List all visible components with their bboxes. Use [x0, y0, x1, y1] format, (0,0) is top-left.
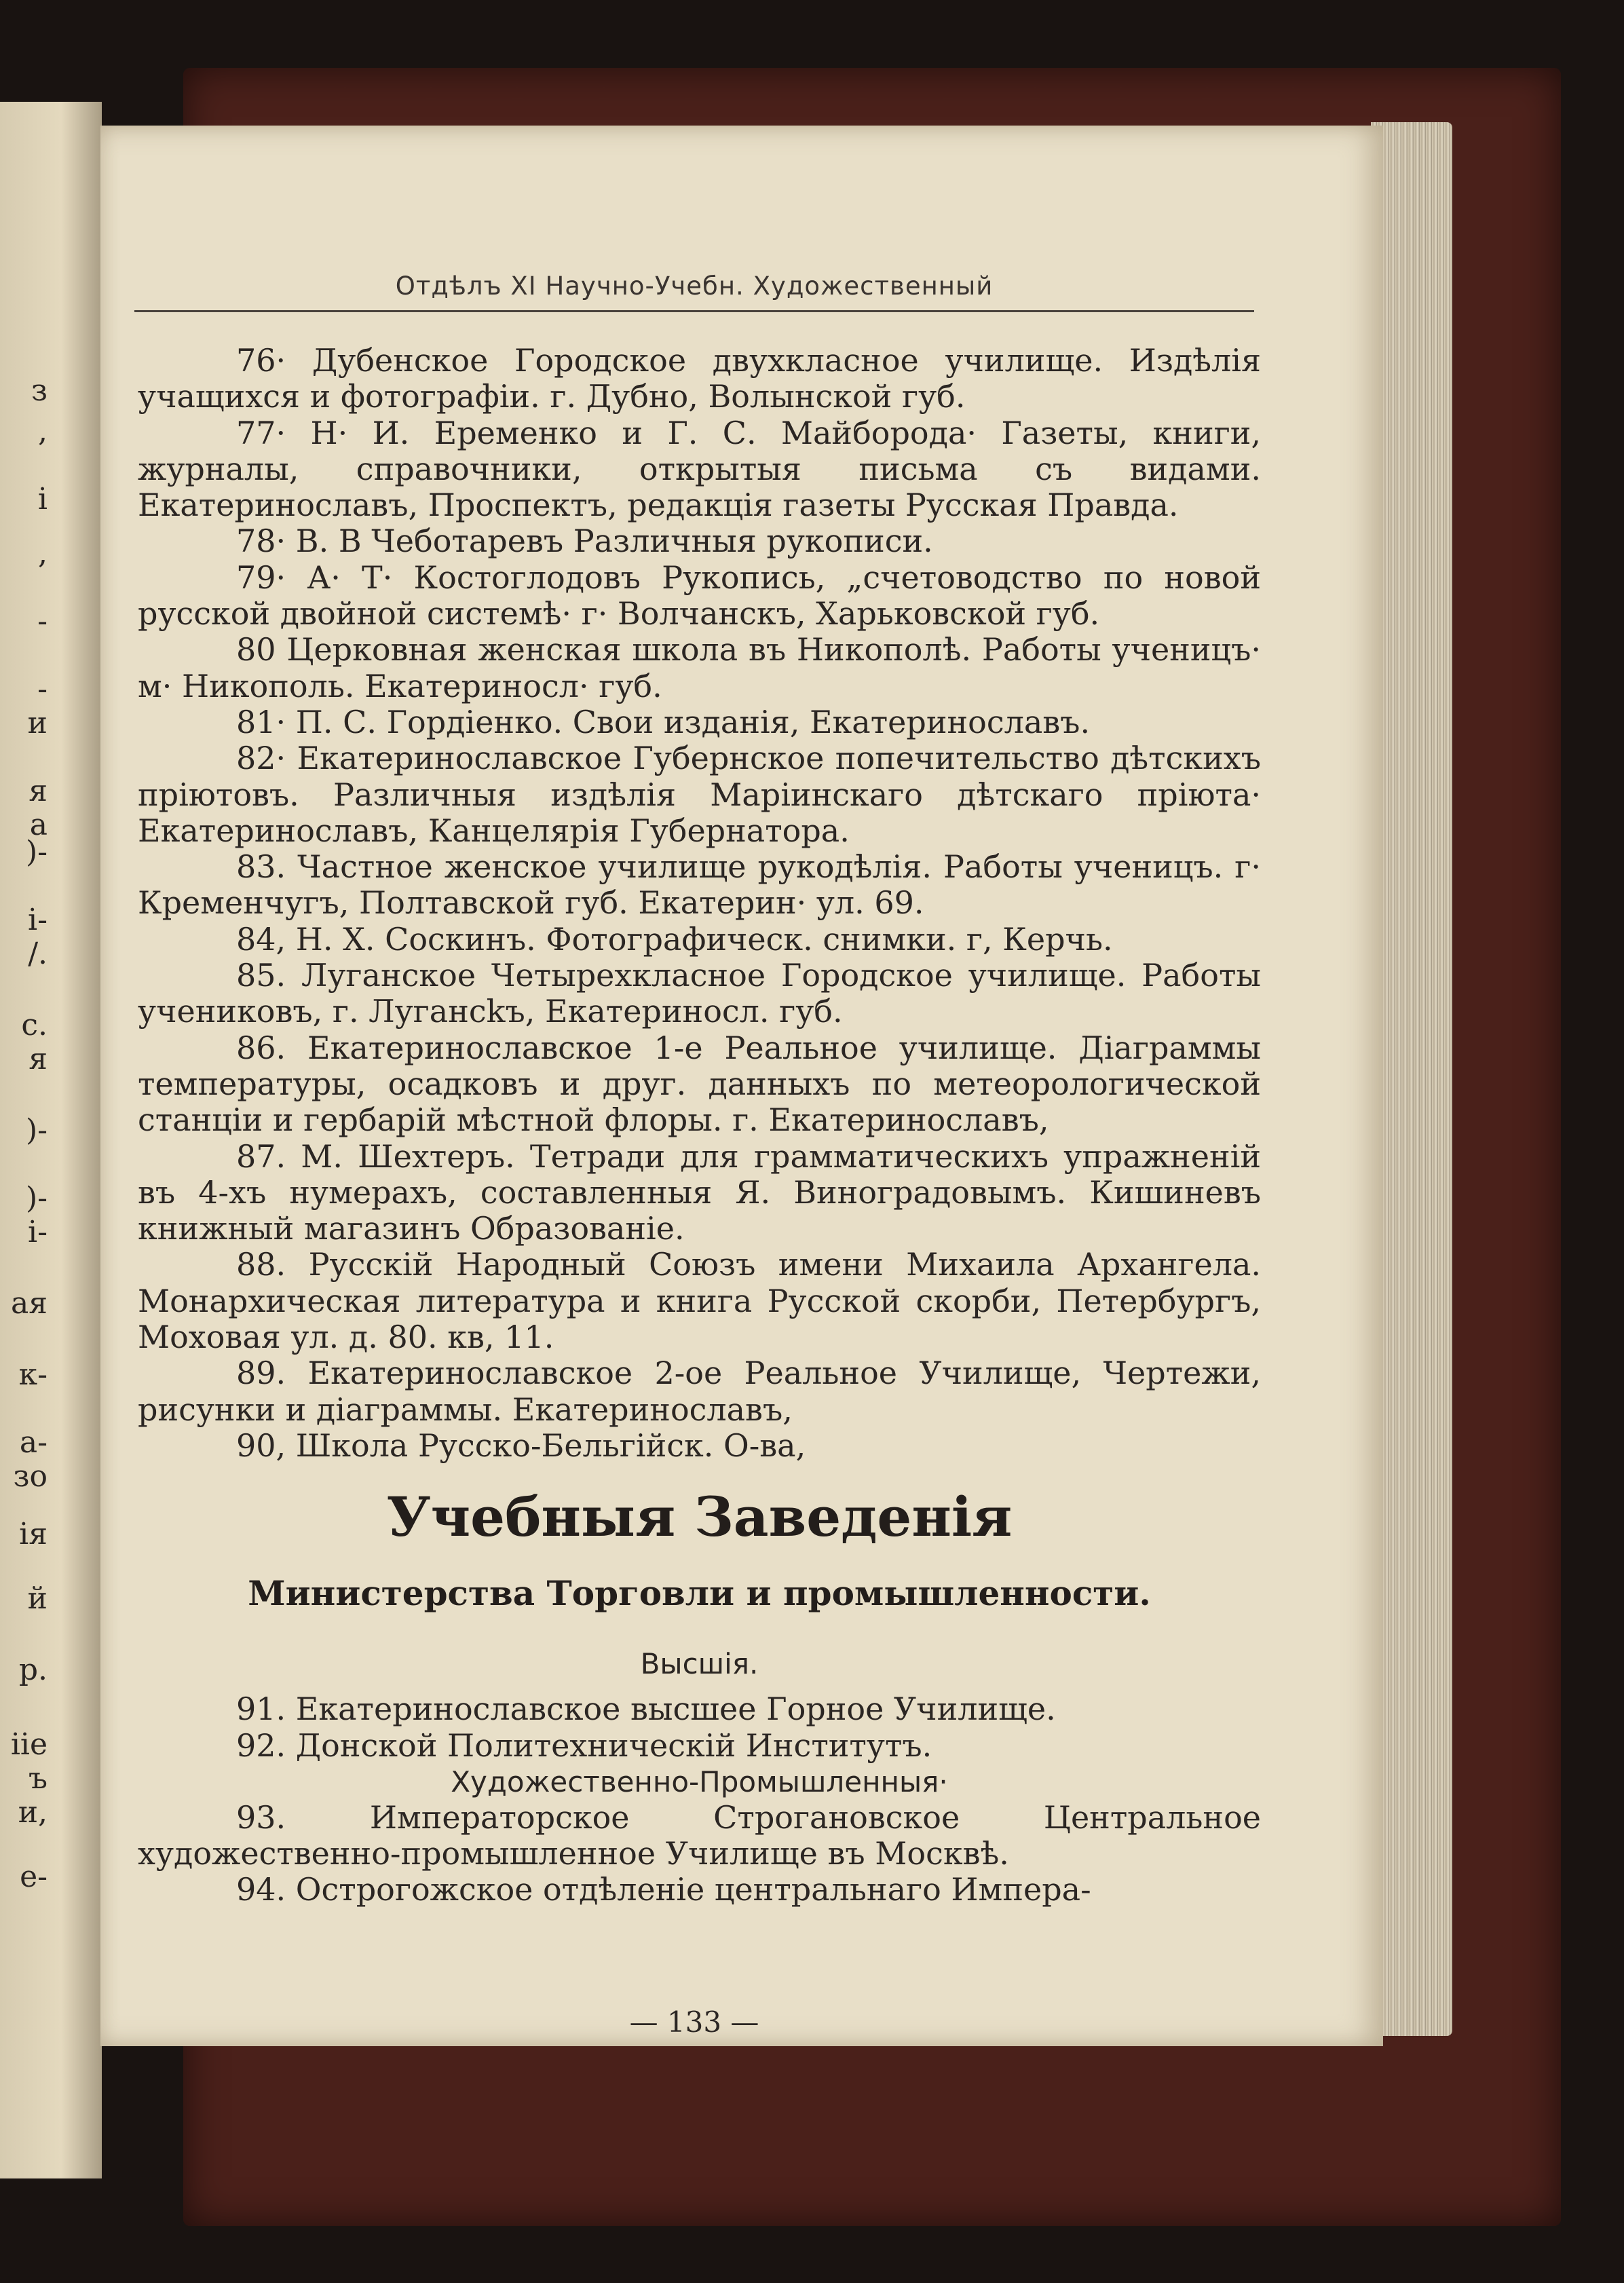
catalog-entry: 84, Н. Х. Соскинъ. Фотографическ. снимки. г, Керчь. [236, 920, 1113, 958]
margin-fragment: , [38, 536, 48, 571]
running-header: Отдѣлъ XI Научно-Учебн. Художественный [395, 271, 994, 301]
margin-fragment: і- [28, 903, 48, 937]
catalog-entry: 91. Екатеринославское высшее Горное Училище. [236, 1691, 1056, 1728]
left-page-fragment [0, 102, 102, 2178]
catalog-entry: 76· Дубенское Городское двухкласное училище. Издѣлія учащихся и фотографіи. г. Дубно, Волынской губ. [138, 342, 1261, 415]
group-label-higher: Высшія. [640, 1647, 759, 1681]
margin-fragment: - [37, 672, 48, 706]
catalog-entry: 82· Екатеринославское Губернское попечительство дѣтскихъ пріютовъ. Различныя издѣлія Маріинскаго дѣтскаго пріюта· Екатеринославъ, Канцелярія Губернатора. [138, 740, 1261, 849]
catalog-entry: 87. М. Шехтеръ. Тетради для грамматическихъ упражненій въ 4-хъ нумерахъ, составленныя Я. Виноградовымъ. Кишиневъ книжный магазинъ Образованіе. [138, 1137, 1261, 1247]
catalog-entry: 78· В. В Чеботаревъ Различныя рукописи. [236, 523, 933, 560]
group-label-artistic: Художественно-Промышленныя· [451, 1765, 948, 1798]
margin-fragment: а- [19, 1425, 48, 1460]
margin-fragment: к- [18, 1357, 48, 1392]
margin-fragment: і [37, 482, 48, 516]
section-subtitle: Министерства Торговли и промышленности. [248, 1573, 1151, 1614]
margin-fragment: и, [18, 1795, 48, 1830]
margin-fragment: ъ [29, 1761, 48, 1796]
margin-fragment: с. [21, 1008, 48, 1042]
header-rule [134, 310, 1254, 312]
margin-fragment: з [31, 373, 48, 408]
margin-fragment: - [37, 604, 48, 639]
catalog-entry: 89. Екатеринославское 2-ое Реальное Училище, Чертежи, рисунки и діаграммы. Екатеринославъ, [138, 1355, 1261, 1428]
catalog-entry: 90, Школа Русско-Бельгійск. О-ва, [236, 1427, 806, 1464]
catalog-entry: 85. Луганское Четырехкласное Городское училище. Работы учениковъ, г. Лугансkъ, Екатериносл. губ. [138, 957, 1261, 1030]
margin-fragment: я [29, 774, 48, 808]
catalog-entry: 80 Церковная женская школа въ Никополѣ. Работы ученицъ· м· Никополь. Екатериносл· губ. [138, 631, 1261, 704]
catalog-entry: 77· Н· И. Еременко и Г. С. Майборода· Газеты, книги, журналы, справочники, открытыя письма съ видами. Екатеринославъ, Проспектъ, редакція газеты Русская Правда. [138, 414, 1261, 524]
catalog-entry: 83. Частное женское училище рукодѣлія. Работы ученицъ. г· Кременчугъ, Полтавской губ. Екатерин· ул. 69. [138, 848, 1261, 922]
catalog-entry: 93. Императорское Строгановское Центральное художественно-промышленное Училище въ Москвѣ. [138, 1798, 1261, 1872]
catalog-entry: 81· П. С. Гордіенко. Свои изданія, Екатеринославъ. [236, 703, 1091, 740]
page-number: — 133 — [629, 2005, 759, 2039]
margin-fragment: і- [28, 1215, 48, 1249]
margin-fragment: )- [25, 1181, 48, 1215]
margin-fragment: )- [25, 1113, 48, 1148]
catalog-entry: 94. Острогожское отдѣленіе центральнаго Импера- [236, 1871, 1091, 1908]
section-title: Учебныя Заведенія [386, 1485, 1013, 1549]
margin-fragment: ііе [10, 1727, 48, 1762]
page-body [138, 343, 1261, 1908]
margin-fragment: зо [13, 1459, 48, 1494]
margin-fragment: а [29, 808, 48, 842]
margin-fragment: , [38, 414, 48, 449]
margin-fragment: и [27, 706, 48, 740]
book-page [100, 126, 1383, 2046]
catalog-entry: 92. Донской Политехническій Институтъ. [236, 1727, 932, 1764]
margin-fragment: е- [20, 1860, 48, 1894]
margin-fragment: ая [11, 1286, 48, 1321]
catalog-entry: 79· А· Т· Костоглодовъ Рукопись, „счетоводство по новой русской двойной системѣ· г· Волчанскъ, Харьковской губ. [138, 559, 1261, 633]
catalog-entry: 88. Русскій Народный Союзъ имени Михаила Архангела. Монархическая литература и книга Русской скорби, Петербургъ, Моховая ул. д. 80. кв, 11. [138, 1246, 1261, 1356]
page-edges [1371, 122, 1452, 2036]
margin-fragment: ія [19, 1517, 48, 1551]
margin-fragment: й [27, 1581, 48, 1616]
catalog-entry: 86. Екатеринославское 1-е Реальное училище. Діаграммы температуры, осадковъ и друг. данныхъ по метеорологической станціи и гербарій мѣстной флоры. г. Екатеринославъ, [138, 1029, 1261, 1139]
margin-fragment: /. [28, 937, 48, 971]
margin-fragment: )- [25, 835, 48, 869]
margin-fragment: р. [18, 1653, 48, 1687]
margin-fragment: я [29, 1042, 48, 1076]
